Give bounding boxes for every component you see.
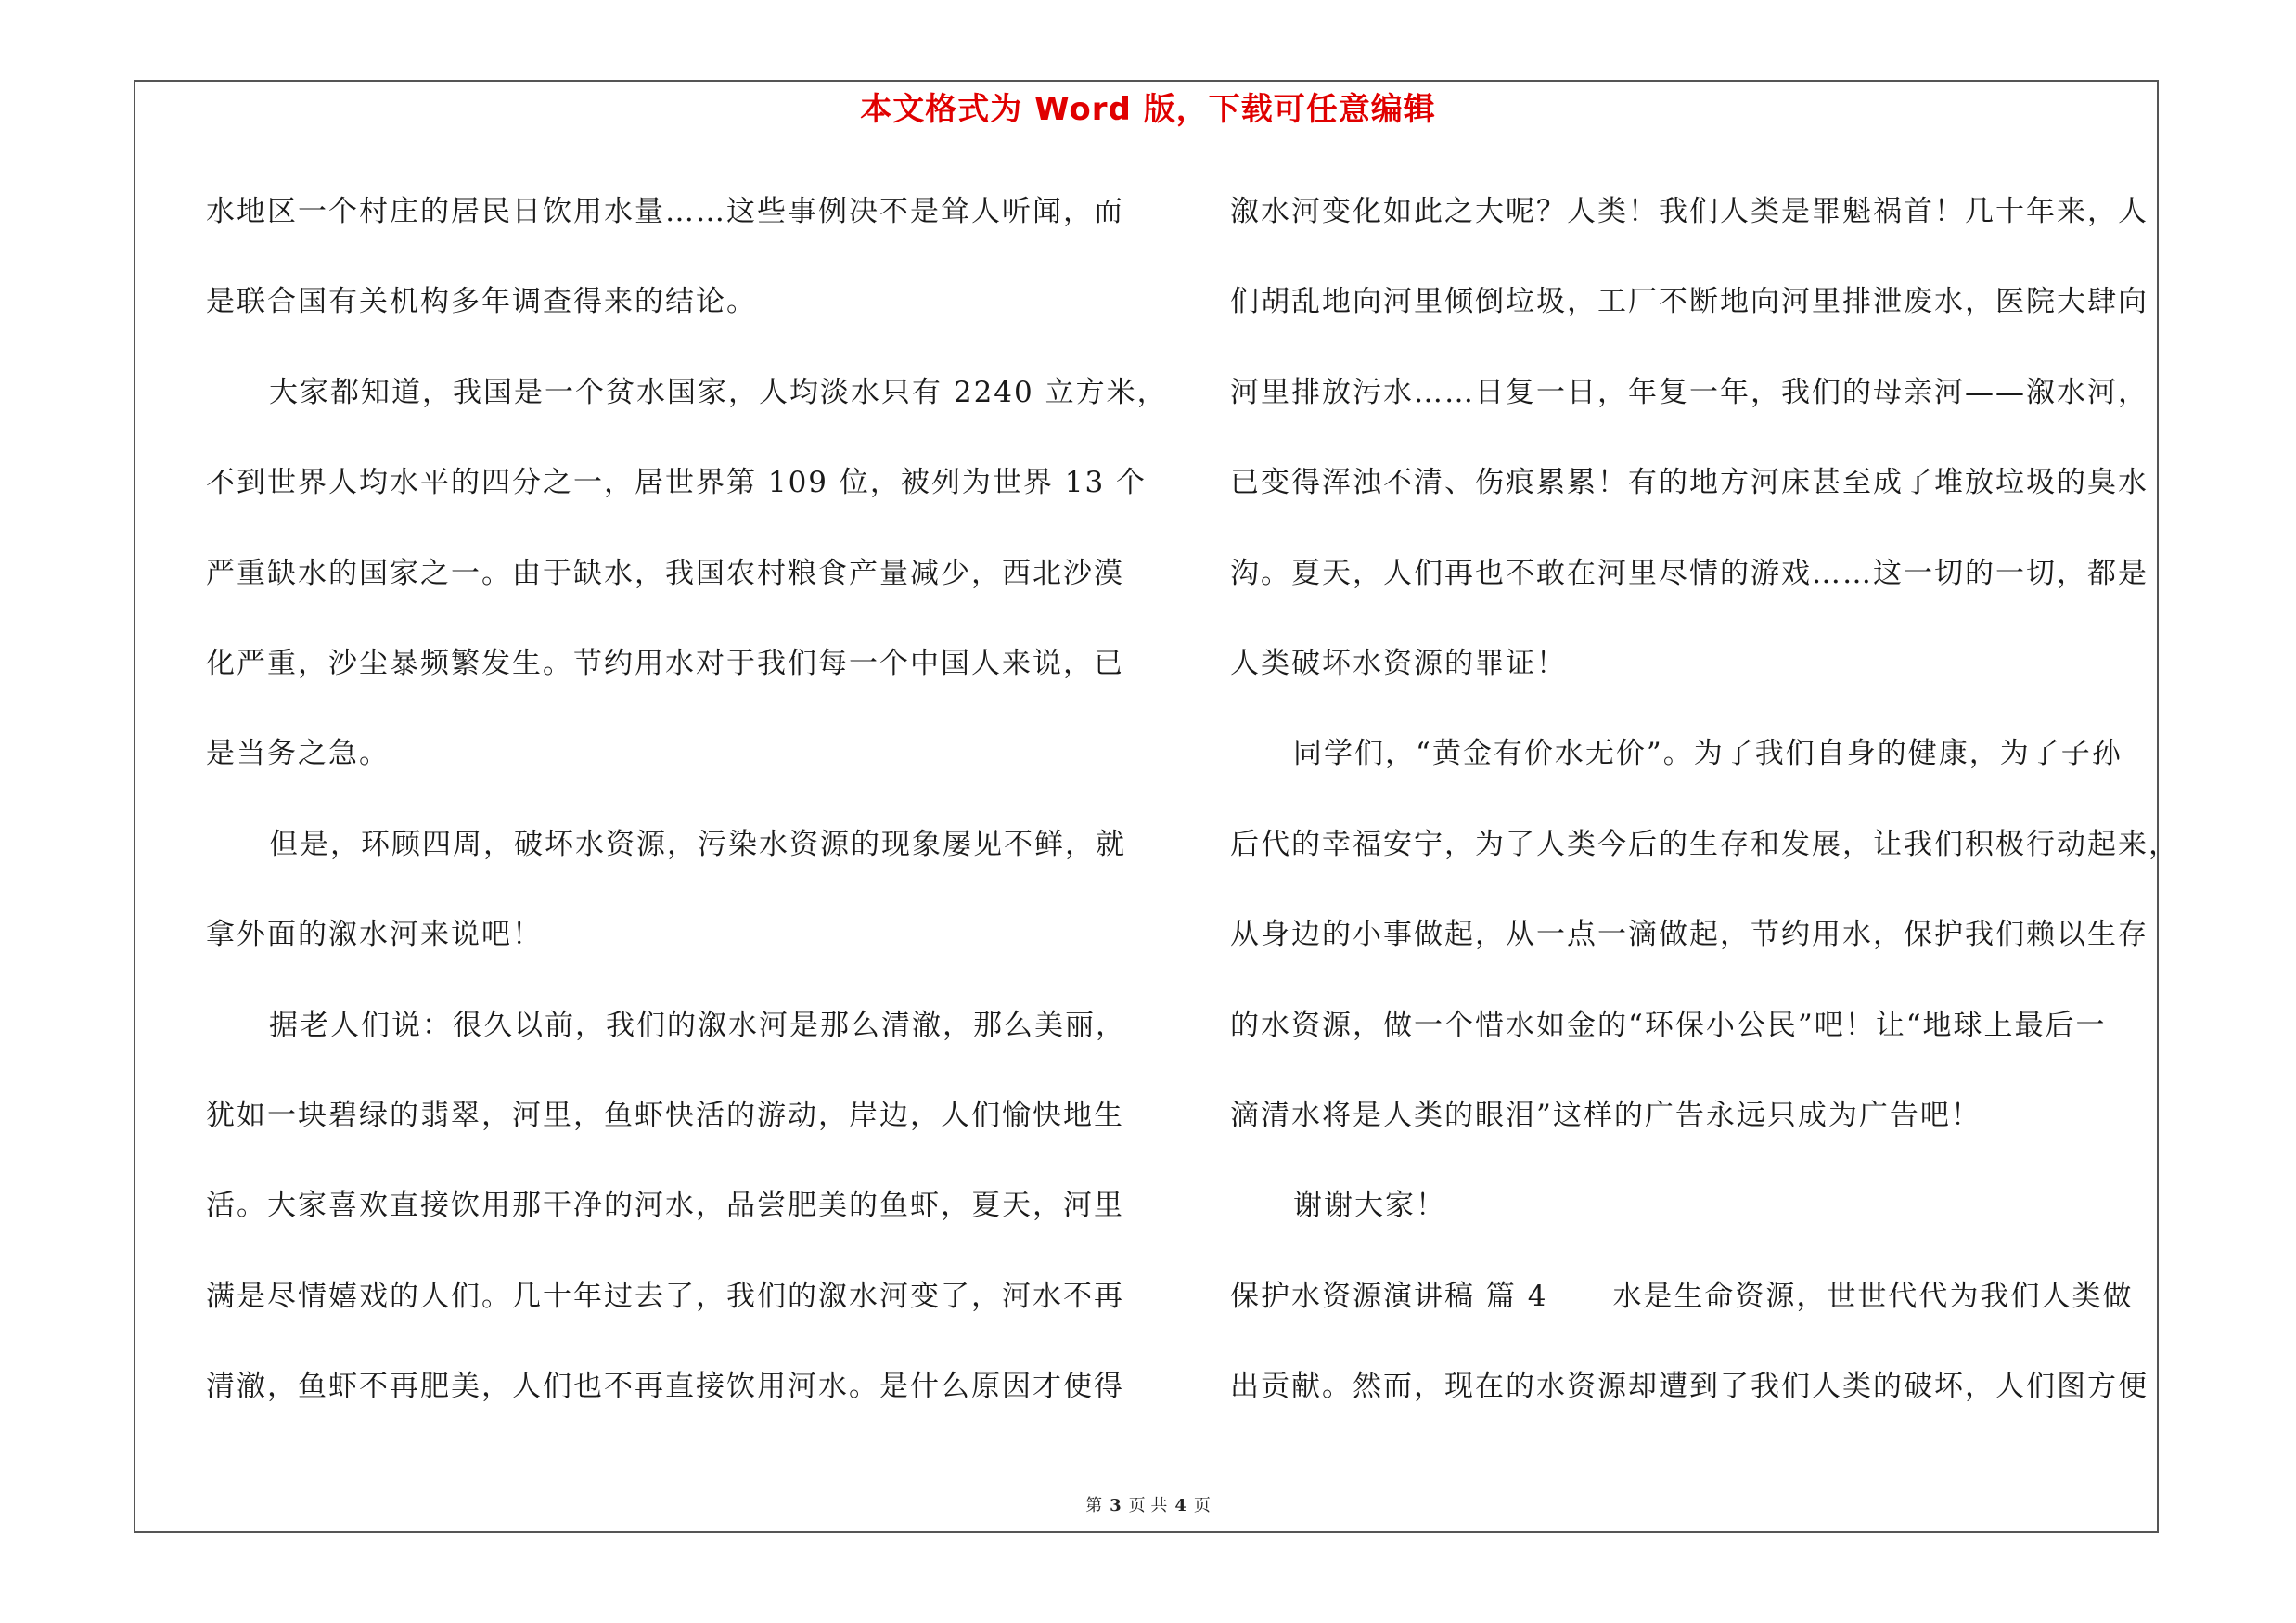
text-line: 水地区一个村庄的居民日饮用水量……这些事例决不是耸人听闻，而 xyxy=(206,195,1124,228)
footer-middle: 页 共 xyxy=(1128,1496,1168,1515)
format-banner: 本文格式为 Word 版，下载可任意编辑 xyxy=(860,91,1436,128)
left-text-column xyxy=(206,184,1168,1449)
text-line: 同学们，“黄金有价水无价”。为了我们自身的健康，为了子孙 xyxy=(1293,737,2123,771)
text-line: 化严重，沙尘暴频繁发生。节约用水对于我们每一个中国人来说，已 xyxy=(206,646,1124,680)
text-line: 溆水河变化如此之大呢？人类！我们人类是罪魁祸首！几十年来，人 xyxy=(1230,195,2148,228)
text-line: 大家都知道，我国是一个贫水国家，人均淡水只有 2240 立方米， xyxy=(269,375,1168,409)
text-line: 不到世界人均水平的四分之一，居世界第 109 位，被列为世界 13 个 xyxy=(206,466,1148,500)
current-page-number: 3 xyxy=(1110,1496,1122,1515)
section-text: 水是生命资源，世世代代为我们人类做 xyxy=(1612,1279,2134,1313)
text-line: 拿外面的溆水河来说吧！ xyxy=(206,918,543,952)
text-line: 是联合国有关机构多年调查得来的结论。 xyxy=(206,285,757,319)
footer-prefix: 第 xyxy=(1085,1496,1103,1515)
text-line: 们胡乱地向河里倾倒垃圾，工厂不断地向河里排泄废水，医院大肆向 xyxy=(1230,285,2148,319)
text-line: 已变得浑浊不清、伤痕累累！有的地方河床甚至成了堆放垃圾的臭水 xyxy=(1230,466,2148,500)
text-line: 从身边的小事做起，从一点一滴做起，节约用水，保护我们赖以生存 xyxy=(1230,918,2148,952)
text-line: 的水资源，做一个惜水如金的“环保小公民”吧！让“地球上最后一 xyxy=(1230,1008,2107,1042)
text-line: 清澈，鱼虾不再肥美，人们也不再直接饮用河水。是什么原因才使得 xyxy=(206,1370,1124,1404)
text-line: 犹如一块碧绿的翡翠，河里，鱼虾快活的游动，岸边，人们愉快地生 xyxy=(206,1098,1124,1132)
text-line: 滴清水将是人类的眼泪”这样的广告永远只成为广告吧！ xyxy=(1230,1098,1982,1132)
footer-suffix: 页 xyxy=(1193,1496,1211,1515)
text-line: 但是，环顾四周，破坏水资源，污染水资源的现象屡见不鲜，就 xyxy=(269,827,1126,861)
right-text-column xyxy=(1230,184,2179,1449)
text-line: 活。大家喜欢直接饮用那干净的河水，品尝肥美的鱼虾，夏天，河里 xyxy=(206,1189,1124,1223)
text-line: 后代的幸福安宁，为了人类今后的生存和发展，让我们积极行动起来， xyxy=(1230,827,2179,861)
total-page-number: 4 xyxy=(1174,1496,1186,1515)
text-line: 严重缺水的国家之一。由于缺水，我国农村粮食产量减少，西北沙漠 xyxy=(206,556,1124,590)
text-line: 是当务之急。 xyxy=(206,737,390,771)
text-line: 沟。夏天，人们再也不敢在河里尽情的游戏……这一切的一切，都是 xyxy=(1230,556,2148,590)
page-footer xyxy=(0,1494,2296,1518)
text-line: 河里排放污水……日复一日，年复一年，我们的母亲河——溆水河， xyxy=(1230,375,2148,409)
section-heading-line xyxy=(1230,1269,2158,1359)
text-line: 人类破坏水资源的罪证！ xyxy=(1230,646,1567,680)
text-line: 据老人们说：很久以前，我们的溆水河是那么清澈，那么美丽， xyxy=(269,1008,1126,1042)
text-line: 谢谢大家！ xyxy=(1293,1189,1446,1223)
text-line: 出贡献。然而，现在的水资源却遭到了我们人类的破坏，人们图方便 xyxy=(1230,1370,2148,1404)
section-title: 保护水资源演讲稿 篇 4 xyxy=(1230,1279,1548,1313)
text-line: 满是尽情嬉戏的人们。几十年过去了，我们的溆水河变了，河水不再 xyxy=(206,1279,1124,1313)
